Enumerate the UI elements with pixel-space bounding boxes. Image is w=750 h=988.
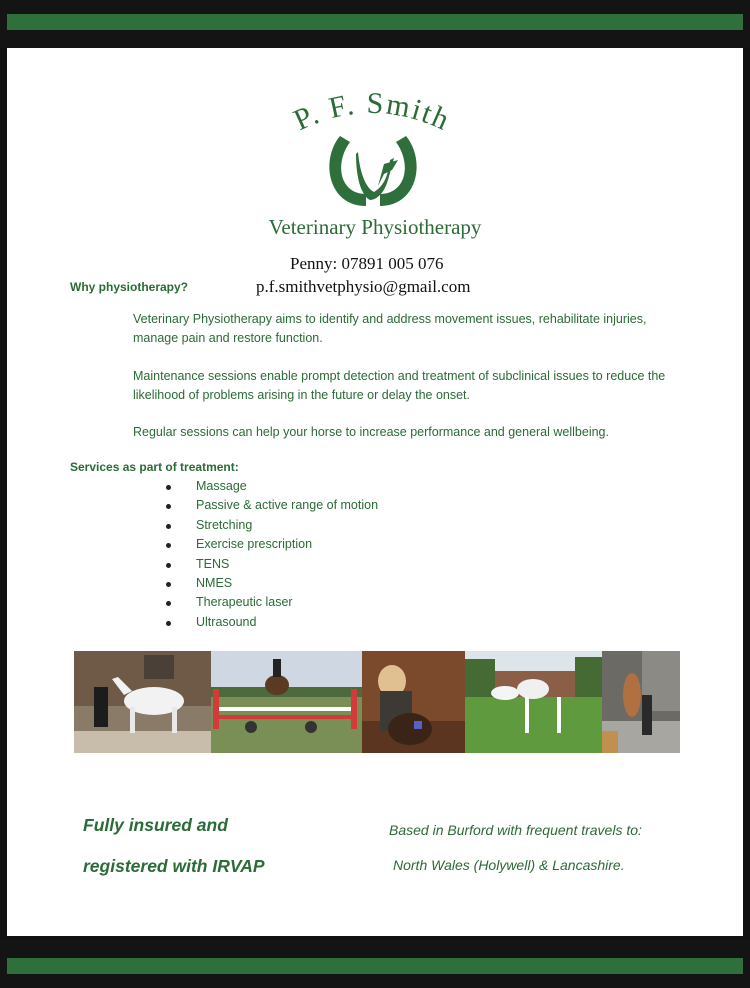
list-item: TENS bbox=[160, 555, 378, 574]
photo-show-jumping bbox=[211, 651, 362, 753]
insured-line-2: registered with IRVAP bbox=[83, 856, 265, 876]
bottom-green-stripe bbox=[7, 958, 743, 974]
services-heading: Services as part of treatment: bbox=[70, 460, 239, 474]
why-paragraph: Veterinary Physiotherapy aims to identify and address movement issues, rehabilitate injuries, manage pain and restore function. bbox=[133, 312, 647, 345]
phone-number: Penny: 07891 005 076 bbox=[290, 254, 444, 273]
list-item: Passive & active range of motion bbox=[160, 496, 378, 515]
services-list bbox=[160, 477, 378, 632]
list-item: Therapeutic laser bbox=[160, 593, 378, 612]
insured-line-1: Fully insured and bbox=[83, 815, 228, 835]
why-heading: Why physiotherapy? bbox=[70, 280, 189, 294]
photo-white-pony bbox=[74, 651, 211, 753]
brand-tagline: Veterinary Physiotherapy bbox=[268, 215, 482, 239]
list-item: Exercise prescription bbox=[160, 535, 378, 554]
location-line-2: North Wales (Holywell) & Lancashire. bbox=[393, 857, 625, 873]
location-line-1: Based in Burford with frequent travels to: bbox=[389, 822, 642, 838]
email-address: p.f.smithvetphysio@gmail.com bbox=[256, 277, 471, 296]
why-paragraph: Maintenance sessions enable prompt detection and treatment of subclinical issues to reduce the likelihood of problems arising in the future or delay the onset. bbox=[133, 369, 666, 402]
top-green-stripe bbox=[7, 14, 743, 30]
photo-strip bbox=[74, 651, 680, 753]
photo-horse-jumping-field bbox=[465, 651, 602, 753]
list-item: NMES bbox=[160, 574, 378, 593]
horseshoe-horse-icon bbox=[318, 130, 428, 210]
photo-stable-yard bbox=[602, 651, 680, 753]
list-item: Massage bbox=[160, 477, 378, 496]
photo-physio-treatment bbox=[362, 651, 465, 753]
why-paragraph: Regular sessions can help your horse to increase performance and general wellbeing. bbox=[133, 425, 609, 439]
brand-name: P. F. Smith bbox=[288, 86, 456, 138]
list-item: Stretching bbox=[160, 516, 378, 535]
list-item: Ultrasound bbox=[160, 613, 378, 632]
